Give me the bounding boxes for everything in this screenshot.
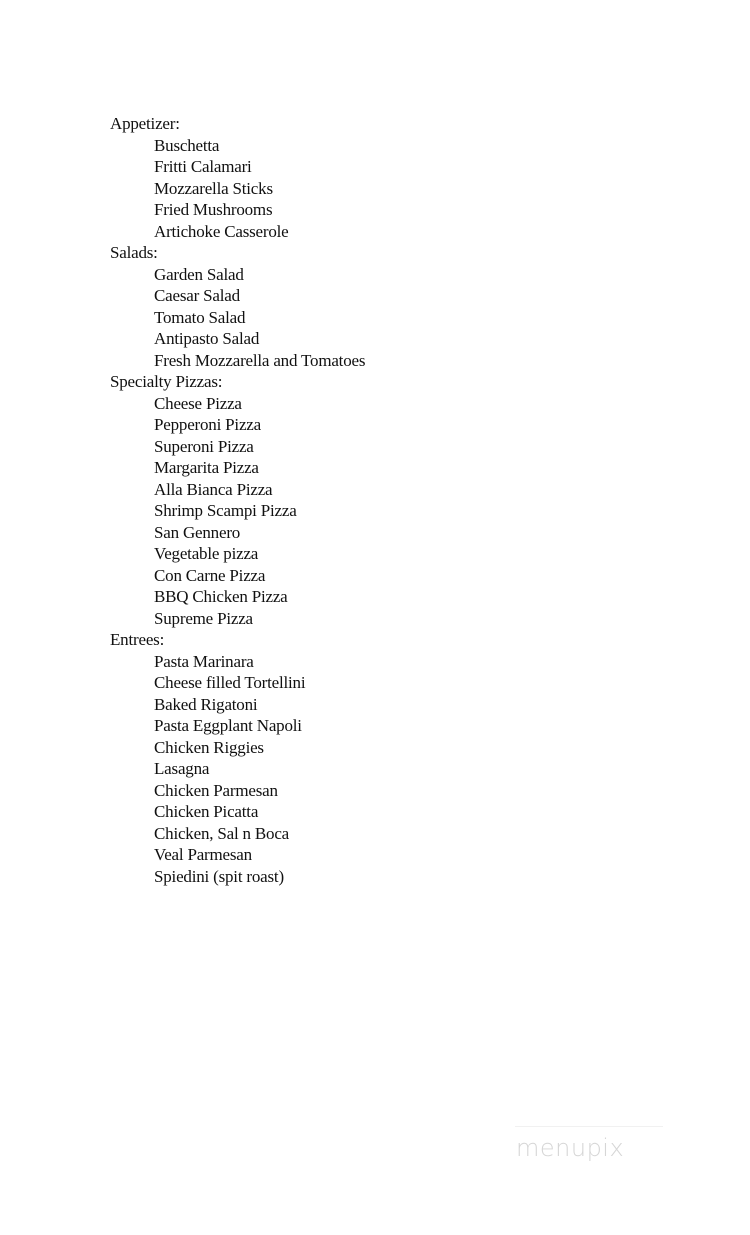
menu-item: Fried Mushrooms <box>154 200 273 219</box>
section-title: Appetizer: <box>110 114 180 133</box>
menu-section-appetizer <box>110 113 710 242</box>
menu-item: Spiedini (spit roast) <box>154 866 284 886</box>
menu-item: Chicken, Sal n Boca <box>154 823 290 843</box>
menu-item: Lasagna <box>154 759 210 778</box>
section-title: Entrees: <box>110 630 165 649</box>
menu-item-list <box>110 393 710 630</box>
menu-item: Chicken Parmesan <box>154 780 278 800</box>
menu-item: Superoni Pizza <box>154 436 254 456</box>
menu-item-list <box>110 264 710 372</box>
menu-document <box>110 113 710 887</box>
section-title: Salads: <box>110 243 158 262</box>
menu-item: Cheese filled Tortellini <box>154 673 306 692</box>
menu-section-salads <box>110 242 710 371</box>
menu-item: Baked Rigatoni <box>154 694 258 714</box>
menu-item: Margarita Pizza <box>154 458 259 477</box>
menu-item: Veal Parmesan <box>154 845 252 864</box>
menu-item: Fresh Mozzarella and Tomatoes <box>154 350 366 370</box>
menu-item-list <box>110 651 710 888</box>
menu-item: Artichoke Casserole <box>154 221 289 241</box>
watermark-logo: menupix <box>516 1134 625 1162</box>
menu-item: Vegetable pizza <box>154 544 259 563</box>
menu-item: Garden Salad <box>154 264 244 284</box>
menu-item: Chicken Riggies <box>154 737 264 757</box>
menu-item: Caesar Salad <box>154 286 240 305</box>
menu-item: Supreme Pizza <box>154 608 253 628</box>
menu-item: Mozzarella Sticks <box>154 178 273 198</box>
menu-item: Shrimp Scampi Pizza <box>154 501 297 520</box>
watermark-divider <box>515 1126 663 1127</box>
section-title: Specialty Pizzas: <box>110 372 223 391</box>
menu-section-entrees <box>110 629 710 887</box>
menu-item: BBQ Chicken Pizza <box>154 587 288 606</box>
menu-item: Tomato Salad <box>154 307 246 327</box>
menu-item: Pasta Eggplant Napoli <box>154 716 302 735</box>
menu-item: Buschetta <box>154 135 220 155</box>
menu-item: Antipasto Salad <box>154 329 260 348</box>
menu-item: Alla Bianca Pizza <box>154 479 273 499</box>
menu-item: Cheese Pizza <box>154 393 242 413</box>
menu-item: Con Carne Pizza <box>154 565 266 585</box>
menu-item-list <box>110 135 710 243</box>
menu-item: Pasta Marinara <box>154 651 254 671</box>
menu-item: Fritti Calamari <box>154 157 252 176</box>
menu-item: San Gennero <box>154 522 241 542</box>
menu-section-specialty-pizzas <box>110 371 710 629</box>
menu-item: Pepperoni Pizza <box>154 415 261 434</box>
menu-item: Chicken Picatta <box>154 802 259 821</box>
